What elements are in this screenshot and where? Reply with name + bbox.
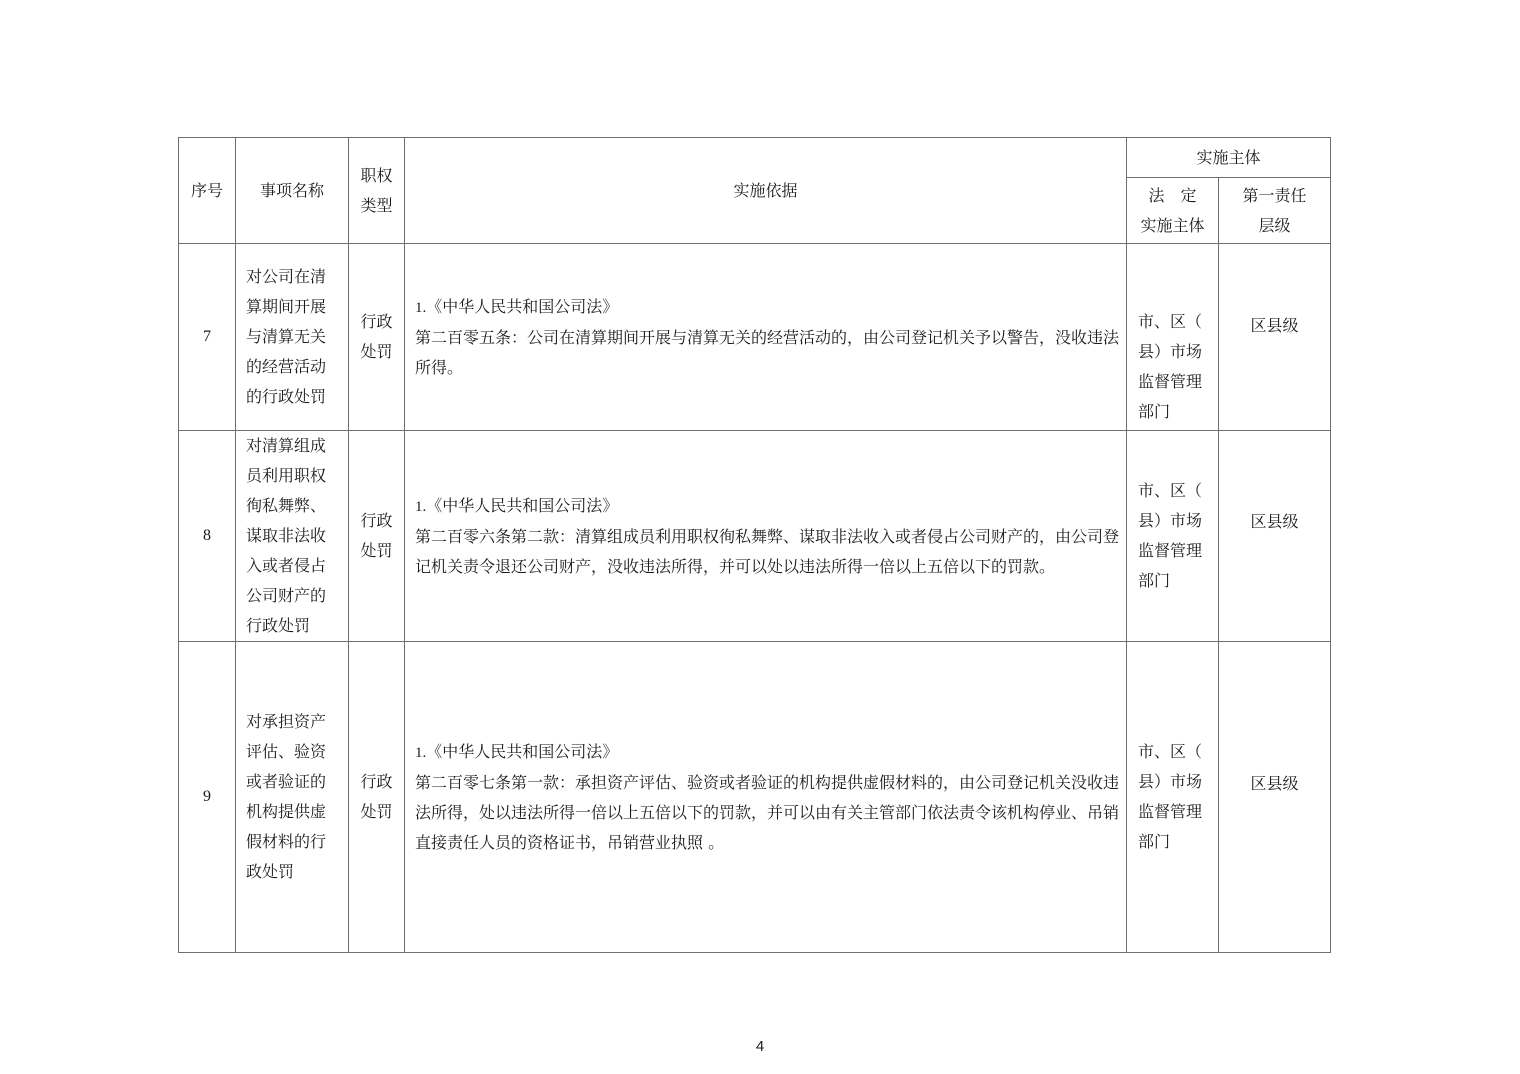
power-type-line: 行政	[360, 312, 393, 331]
item-name	[236, 431, 349, 642]
power-type-line: 处罚	[360, 342, 393, 361]
legal-subject-line: 县）市场	[1138, 342, 1203, 361]
header-level-line2: 层级	[1258, 215, 1291, 235]
power-type	[349, 642, 405, 953]
item-name-line: 算期间开展	[246, 297, 327, 316]
item-name-line: 对清算组成	[246, 436, 327, 455]
item-name	[236, 244, 349, 431]
legal-basis	[405, 244, 1127, 431]
permission-table	[178, 137, 1331, 953]
responsibility-level-text: 区县级	[1250, 316, 1299, 335]
legal-subject-line: 市、区（	[1138, 742, 1203, 761]
header-name: 事项名称	[236, 138, 349, 244]
header-legal-subject	[1127, 178, 1219, 244]
item-name-line: 机构提供虚	[246, 802, 327, 821]
header-responsibility-level	[1219, 178, 1331, 244]
law-title-line	[415, 491, 1124, 522]
legal-basis	[405, 642, 1127, 953]
item-name-line: 对公司在清	[246, 267, 327, 286]
item-name-line: 公司财产的	[246, 586, 327, 605]
item-name-line: 的经营活动	[246, 357, 327, 376]
page-number: 4	[755, 1038, 765, 1055]
responsibility-level	[1219, 244, 1331, 431]
legal-subject-line: 市、区（	[1138, 481, 1203, 500]
legal-basis	[405, 431, 1127, 642]
table-row	[179, 431, 1331, 642]
power-type-line: 行政	[360, 511, 393, 530]
item-name-line: 与清算无关	[246, 327, 327, 346]
law-title-line	[415, 737, 1122, 768]
legal-subject-line: 部门	[1138, 571, 1171, 590]
law-article: 第二百零七条第一款：承担资产评估、验资或者验证的机构提供虚假材料的，由公司登记机关没收违法所得，处以违法所得一倍以上五倍以下的罚款，并可以由有关主管部门依法责令该机构停业、吊销直接责任人员的资格证书，吊销营业执照 。	[415, 772, 1120, 852]
header-basis: 实施依据	[405, 138, 1127, 244]
law-number: 1.	[415, 744, 427, 761]
legal-subject-line: 部门	[1138, 832, 1171, 851]
law-title-line	[415, 292, 1122, 323]
power-type	[349, 431, 405, 642]
row-number: 8	[179, 431, 236, 642]
legal-subject	[1127, 642, 1219, 953]
legal-subject-line: 县）市场	[1138, 511, 1203, 530]
law-number: 1.	[415, 299, 427, 316]
responsibility-level	[1219, 642, 1331, 953]
law-title: 《中华人民共和国公司法》	[426, 495, 619, 515]
row-number: 9	[179, 642, 236, 953]
header-type	[349, 138, 405, 244]
legal-subject-line: 部门	[1138, 402, 1171, 421]
header-level-line1: 第一责任	[1242, 185, 1307, 205]
item-name-line: 评估、验资	[246, 742, 327, 761]
legal-subject-line: 监督管理	[1138, 372, 1203, 391]
power-type-line: 处罚	[360, 541, 393, 560]
item-name	[236, 642, 349, 953]
header-legal-line1: 法 定	[1148, 185, 1197, 205]
item-name-line: 入或者侵占	[246, 556, 327, 575]
law-title: 《中华人民共和国公司法》	[426, 741, 619, 761]
item-name-line: 行政处罚	[246, 616, 311, 635]
law-article: 第二百零六条第二款：清算组成员利用职权徇私舞弊、谋取非法收入或者侵占公司财产的，由公司登记机关责令退还公司财产，没收违法所得，并可以处以违法所得一倍以上五倍以下的罚款。	[415, 526, 1120, 576]
responsibility-level-text: 区县级	[1250, 512, 1299, 531]
row-number: 7	[179, 244, 236, 431]
power-type	[349, 244, 405, 431]
law-title: 《中华人民共和国公司法》	[426, 296, 619, 316]
item-name-line: 员利用职权	[246, 466, 327, 485]
item-name-line: 对承担资产	[246, 712, 327, 731]
legal-subject-line: 县）市场	[1138, 772, 1203, 791]
item-name-line: 徇私舞弊、	[246, 496, 327, 515]
item-name-line: 谋取非法收	[246, 526, 327, 545]
power-type-line: 处罚	[360, 802, 393, 821]
item-name-line: 或者验证的	[246, 772, 327, 791]
table-row	[179, 244, 1331, 431]
power-type-line: 行政	[360, 772, 393, 791]
item-name-line: 政处罚	[246, 862, 295, 881]
legal-subject-line: 市、区（	[1138, 312, 1203, 331]
header-legal-line2: 实施主体	[1140, 215, 1205, 235]
header-no: 序号	[179, 138, 236, 244]
legal-subject-line: 监督管理	[1138, 541, 1203, 560]
responsibility-level-text: 区县级	[1250, 774, 1299, 793]
legal-subject-line: 监督管理	[1138, 802, 1203, 821]
item-name-line: 假材料的行	[246, 832, 327, 851]
legal-subject	[1127, 431, 1219, 642]
legal-subject	[1127, 244, 1219, 431]
responsibility-level	[1219, 431, 1331, 642]
law-article: 第二百零五条：公司在清算期间开展与清算无关的经营活动的，由公司登记机关予以警告，没收违法所得。	[415, 327, 1120, 377]
header-type-line2: 类型	[360, 195, 393, 215]
table-row	[179, 642, 1331, 953]
header-subject-group: 实施主体	[1127, 138, 1331, 178]
item-name-line: 的行政处罚	[246, 387, 327, 406]
header-type-line1: 职权	[360, 165, 393, 185]
law-number: 1.	[415, 498, 427, 515]
